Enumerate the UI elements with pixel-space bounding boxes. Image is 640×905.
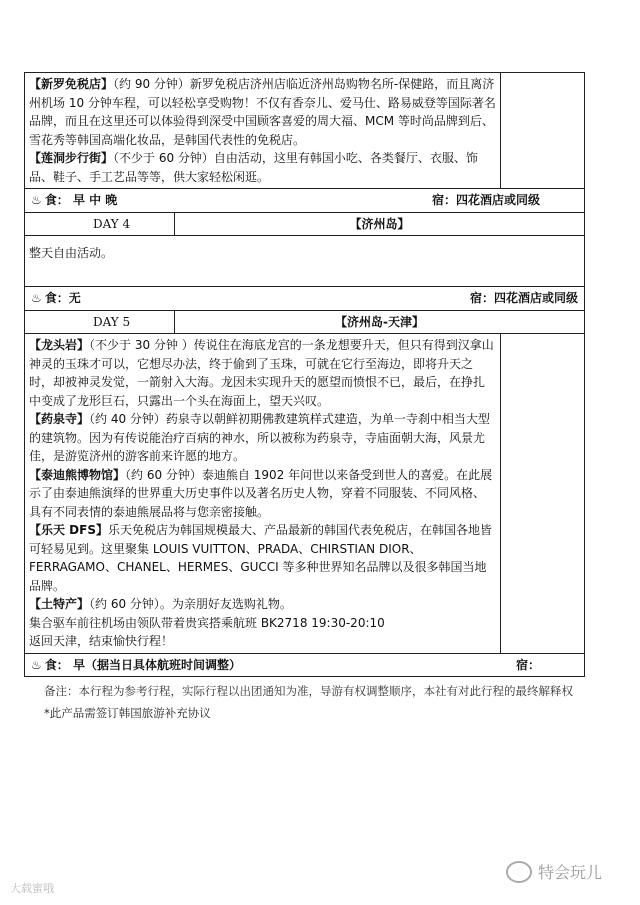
para-teddy-bear [29,466,496,522]
meals-text: 食：无 [44,291,81,305]
meal-bowl-icon: ♨ [31,291,42,305]
meal-row [25,189,585,213]
meal-bowl-icon: ♨ [31,657,42,672]
para-shilla [29,75,496,149]
day5-header-row [25,310,585,334]
para-text: 乐天免税店为韩国规模最大、产品最新的韩国代表免税店，在韩国各地皆可轻易见到。这里聚集 LOUIS VUITTON、PRADA、CHIRSTIAN DIOR、FERRAGAMO、CHANEL、HERMES、GUCCI 等多种世界知名品牌以及很多韩国当地品牌。 [29,523,492,593]
meals-text: 食： 早（据当日具体航班时间调整） [44,657,241,672]
day3-content-row [25,73,585,189]
agreement-note: *此产品需签订韩国旅游补充协议 [44,706,211,720]
para-text: （约 90 分钟）新罗免税店济州店临近济州岛购物名所-保健路，而且离济州机场 10 分钟车程，可以轻松享受购物！不仅有香奈儿、爱马仕、路易威登等国际著名品牌，而且在这里还可以体验得到深受中国顾客喜爱的周大福、MCM 等时尚品牌到后、雪花秀等韩国高端化妆品，是韩国代表性的免税店。 [29,77,496,147]
meal-row [25,287,585,311]
itinerary-document [24,72,584,721]
para-title: 【乐天 DFS】 [29,523,108,537]
para-title: 【莲洞步行街】 [29,151,114,165]
meal-bowl-icon: ♨ [31,193,42,207]
para-text: （不少于 30 分钟 ）传说住在海底龙宫的一条龙想要升天，但只有得到汉拿山神灵的玉珠才可以，它想尽办法，终于偷到了玉珠，可就在它行至海边，即将升天之时，却被神灵发觉，一箭射入大海。龙因未实现升天的愿望而愤恨不已，最后，在挣扎中变成了龙形巨石，只露出一个头在海面上，望天兴叹。 [29,338,494,408]
day5-content [25,334,501,654]
day3-content [25,73,501,189]
day5-content-row [25,334,585,654]
para-text: （不少于 60 分钟）自由活动，这里有韩国小吃、各类餐厅、衣服、饰品、鞋子、手工艺品等等，供大家轻松闲逛。 [29,151,478,184]
para-lotus [29,149,496,186]
meals-text: 食： 早 中 晚 [44,193,118,207]
day4-content-row [25,236,585,287]
day4-header-row [25,212,585,236]
para-title: 【土特产】 [29,597,90,611]
meal-row [25,653,585,677]
para-text: （约 40 分钟）药泉寺以朝鲜初期佛教建筑样式建造，为单一寺刹中相当大型的建筑物。因为有传说能治疗百病的神水，所以被称为药泉寺，寺庙面朝大海，风景尤佳，是游览济州的游客前来许愿的地方。 [29,412,490,463]
itinerary-table [24,72,585,677]
day-label: DAY 5 [25,310,175,334]
flight-line: 集合驱车前往机场由领队带着贵宾搭乘航班 BK2718 19:30-20:10 [29,615,385,630]
destination-label: 【济州岛-天津】 [175,310,585,334]
watermark-left: 大载蜜哦 [10,882,54,895]
destination-label: 【济州岛】 [175,212,585,236]
para-title: 【药泉寺】 [29,412,90,426]
para-yakcheonsa [29,410,496,466]
watermark-right [506,860,602,883]
para-title: 【龙头岩】 [29,338,90,352]
day-label: DAY 4 [25,212,175,236]
side-cell [501,73,585,189]
day4-content: 整天自由活动。 [25,236,585,287]
hotel-text: 宿：四花酒店或同级 [469,291,578,305]
hotel-text: 宿：四花酒店或同级 [431,193,540,207]
para-title: 【新罗免税店】 [29,77,114,91]
para-text: （约 60 分钟）。为亲朋好友选购礼物。 [89,597,292,611]
side-cell [501,334,585,654]
para-title: 【泰迪熊博物馆】 [29,467,126,482]
wechat-icon [506,861,532,883]
para-text: （约 60 分钟）泰迪熊自 1902 年问世以来备受到世人的喜爱。在此展示了由泰迪熊演绎的世界重大历史事件以及著名历史人物，穿着不同服装、不同风格、具有不同表情的泰迪熊展品将与您亲密接触。 [29,467,493,519]
para-lotte-dfs [29,521,496,595]
para-local-products [29,595,496,614]
hotel-text: 宿： [515,657,540,672]
return-line: 返回天津，结束愉快行程！ [29,634,174,648]
notes: 备注：本行程为参考行程，实际行程以出团通知为准，导游有权调整顺序，本社有对此行程的最终解释权 [44,684,573,698]
watermark-text: 特会玩儿 [538,863,603,882]
para-dragon-rock [29,336,496,410]
